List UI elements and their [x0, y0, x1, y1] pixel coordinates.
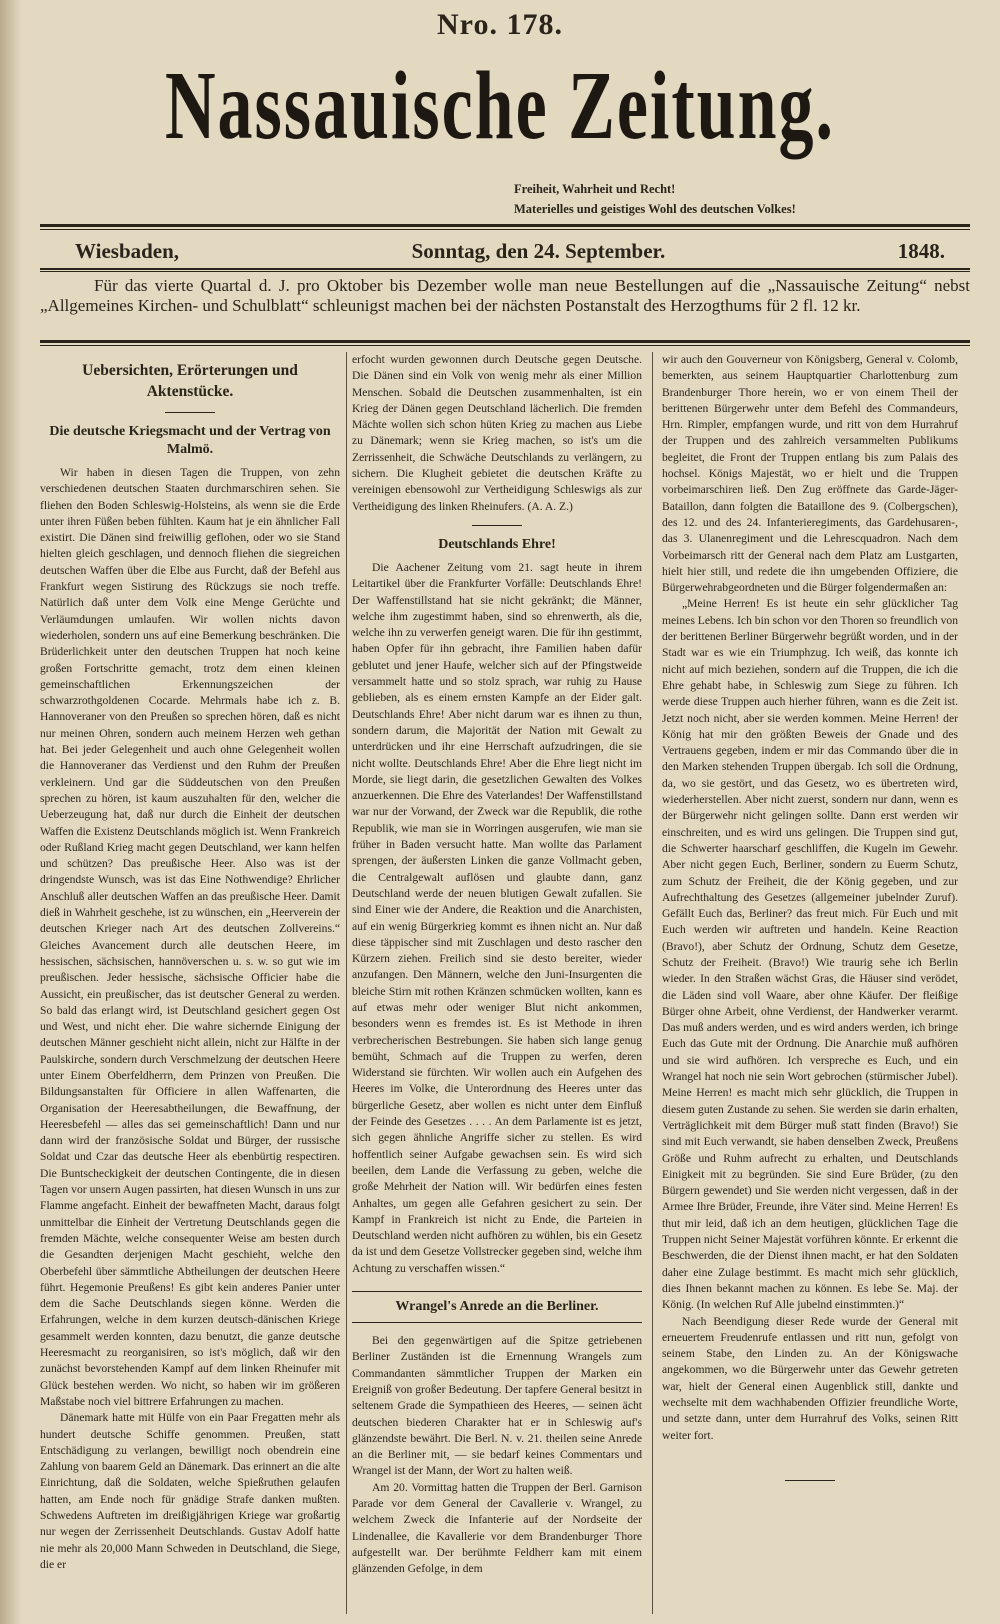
article-paragraph: „Meine Herren! Es ist heute ein sehr glücklicher Tag meines Lebens. Ich bin schon vor den Thoren so freundlich von der berittenen Berliner Bürgerwehr begrüßt worden, und in der Stadt war es wie ein Triumphzug. Ich weiß, das konnte ich nicht auf mich beziehen, sondern auf die Truppen, die ich die Ehre gehabt habe, in Schleswig zum Siege zu führen. Ich werde diese Truppen auch hierher führen, wann es die Zeit ist. Jetzt noch nicht, aber sie werden kommen. Meine Herren! der König hat mir den größten Beweis der Gnade und des Vertrauens gegeben, indem er mir das Commando über die in den Marken stehenden Truppen übergab. Ich soll die Ordnung, da, wo sie gestört, und das Gesetz, wo es übertreten wird, wiederherstellen. Aber nicht zuerst, sondern nur dann, wenn es der Bürgerwehr nicht gelingen sollte. Dann erst werden wir einschreiten, und es wird uns gelingen. Die Truppen sind gut, die Schwerter haarscharf geschliffen, die Kugeln im Gewehr. Aber nicht gegen Euch, Berliner, sondern zu Euerm Schutz, zum Schutz der Freiheit, die der König gegeben, und zur Aufrechthaltung des Gesetzes (allgemeiner jubelnder Zuruf). Gefällt Euch das, Berliner? das freut mich. Für Euch und mit Euch werden wir auftreten und handeln. Keine Reaction (Bravo!), aber Schutz der Ordnung, Schutz dem Gesetze, Schutz der Freiheit. (Bravo!) Wie traurig sehe ich Berlin wieder. In den Straßen wächst Gras, die Häuser sind verödet, die Läden sind voll Waare, aber ohne Käufer. Der fleißige Bürger ohne Arbeit, ohne Verdienst, der Handwerker verarmt. Das muß anders werden, und es wird anders werden, ich bringe Euch das Gute mit der Ordnung. Die Anarchie muß aufhören und sie wird aufhören. Ich verspreche es Euch, und ein Wrangel hat noch nie sein Wort gebrochen (stürmischer Jubel). Meine Herren! es macht mich sehr glücklich, die Truppen in diesem guten Zustande zu sehen. Sie werden sie darin erhalten, Verträglichkeit mit dem Bürger muß statt finden (Bravo!) Sie sind mit Euch verwandt, sie haben denselben Zweck, Preußens Größe und Ruhm aufrecht zu erhalten, und Deutschlands Einigkeit mit zu begründen. Sie sind Eure Brüder, (zu den Bürgern gewendet) und Sie werden nicht vergessen, daß in der Armee Ihre Brüder, Freunde, ihre Väter sind. Meine Herren! Es thut mir leid, daß ich an dem heutigen, glücklichen Tage die Truppen nicht Seiner Majestät vorführen könnte. Er erkennt die Beschwerden, die der Dienst ihnen macht, er hat den Soldaten daher eine Zulage bestimmt. Es macht mich sehr glücklich, dies Ihnen bekannt machen zu können. Es lebe Se. Maj. der König. (In welchen Ruf Alle jubelnd einstimmten.)“: [662, 597, 958, 1312]
page-edge-shadow: [0, 0, 22, 1624]
separator: [165, 412, 215, 413]
article-headline: Wrangel's Anrede an die Berliner.: [395, 1299, 599, 1315]
dateline: [75, 238, 945, 264]
article-paragraph: erfocht wurden gewonnen durch Deutsche gegen Deutsche. Die Dänen sind ein Volk von wenig mehr als einer Million Menschen. Sobald die Deutschen zusammenhalten, ist ein Krieg der Dänen gegen Deutschland lächerlich. Die fremden Mächte wollen sich schon hüten Krieg zu machen aus Liebe zu Dänemark; wenn sie Krieg machen, so ist's um die Zerrissenheit, die Schwäche Deutschlands zu verlängern, zu sichern. Die Klugheit gebietet die deutschen Kräfte zu vereinigen ebensowohl zur Vertheidigung Schleswigs als zur Vertheidigung des linken Rheinufers. (A. A. Z.): [352, 353, 642, 513]
column-divider: [346, 352, 347, 1614]
article-paragraph: Wir haben in diesen Tagen die Truppen, von zehn verschiedenen deutschen Staaten durchmarschiren sehen. Sie fliehen den Boden Schleswig-Holsteins, als wenn sie die Erde unter ihren Füßen beben fühlten. Kaum hat je ein ähnlicher Fall existirt. Die Dänen sind freiwillig geflohen, oder wo sie Stand hielten gleich geschlagen, und dennoch fliehen die siegreichen deutschen Waffen über die Elbe aus Furcht, daß der Befehl aus Frankfurt wegen Sistirung des Rückzugs sie noch treffe. Natürlich daß unter dem Volk eine Menge Gerüchte und Verläumdungen umlaufen. Wir wollen nichts davon wiederholen, sondern uns auf eine Bemerkung beschränken. Die Brüderlichkeit unter den deutschen Truppen hat noch keine großen Fortschritte gemacht, trotz dem einen kleinen gemeinschaftlichen Erkennungszeichen der schwarzrothgoldenen Cocarde. Mehrmals habe ich z. B. Hannoveraner von den Preußen so sprechen hören, daß es nicht nur meinen Ohren, sondern auch meinem Herzen weh gethan hat. Bei jeder Gelegenheit und auch ohne Gelegenheit wollen die Hannoveraner das Verdienst und den Ruhm der Preußen verkleinern. Und gar die Süddeutschen von den Preußen sprechen zu hören, ist kaum auszuhalten für den, welcher die Ueberzeugung hat, daß nur durch die Einheit der deutschen Waffen die Existenz Deutschlands möglich ist. Wenn Frankreich oder Rußland Krieg macht gegen Deutschland, wer kann helfen und schützen? Das preußische Heer. Also was ist der dringendste Wunsch, was ist das Eine Nothwendige? Ehrlicher Anschluß aller deutschen Waffen an das preußische Heer. Damit dieß in Wahrheit geschehe, ist zu wünschen, ein „Heerverein der deutschen Krieger nach Art des deutschen Zollvereins.“ Gleiches Avancement durch alle deutschen Heere, im hessischen, sächsischen, hannöverschen u. s. w. so gut wie im preußischen. Jeder hessische, sächsische Officier habe die Aussicht, ein preußischer, das ist deutscher General zu werden. So bald das erlangt wird, ist Deutschland gesichert gegen Ost und West, und nicht eher. Die wahre sichernde Einigung der deutschen Männer geschieht nicht allein, nicht zur Hälfte in der Paulskirche, sondern durch Verschmelzung der deutschen Heere unter Einem Oberfeldherrn, dem Prinzen von Preußen. Die Bildungsanstalten für Officiere in allen Waffenarten, die Organisation der Heeresabtheilungen, die Bewaffnung, der Heeresbefehl — alles das sei gemeinschaftlich! Dann und nur dann wird der französische Soldat und Bürger, der russische Soldat und Czar das deutsche Heer als ebenbürtig respectiren. Die Buntscheckigkeit der deutschen Contingente, die in diesen Tagen vor unsern Augen passirten, hat diesen Wunsch in uns zur Flamme angefacht. Einheit der bewaffneten Macht, daraus folgt unmittelbar die Einheit der Vertretung Deutschlands gegen die fremden Mächte, welche consequenter Weise am besten durch die Gesandten derjenigen Macht geschieht, welche den Oberbefehl über sämmtliche Abtheilungen der deutschen Heere führt. Hegemonie Preußens! Es gibt kein anderes Panier unter dem die Sache Deutschlands siegen könne. Werden die Erfahrungen, welche in dem kurzen deutsch-dänischen Kriege gesammelt werden konnten, dazu benutzt, die ganze deutsche Heeresmacht zu reorganisiren, so ist's möglich, daß wir den zunächst bevorstehenden Kampf auf dem linken Rheinufer mit Glück bestehen werden. Wo nicht, so haben wir im größeren Maßstabe noch viel bittrere Erfahrungen zu machen.: [40, 466, 340, 1408]
separator: [472, 525, 522, 526]
column-divider: [652, 352, 653, 1614]
dateline-date: Sonntag, den 24. September.: [411, 239, 666, 263]
issue-number: Nro. 178.: [437, 8, 563, 41]
dateline-place: Wiesbaden,: [75, 239, 180, 263]
column-2: [352, 352, 642, 1614]
motto-line-1: Freiheit, Wahrheit und Recht!: [514, 182, 676, 196]
column-1: [40, 352, 340, 1614]
dateline-year: 1848.: [897, 239, 945, 263]
separator: [785, 1480, 835, 1481]
article-paragraph: Nach Beendigung dieser Rede wurde der General mit erneuertem Freudenrufe entlassen und ritt nun, gefolgt von seinem Stabe, den Linden zu. An der Königswache angekommen, wo die Bürgerwehr unter das Gewehr getreten war, hielt der General einen Augenblick still, dankte und wechselte mit dem wachhabenden Offizier freundliche Worte, und setzte dann, unter dem Hurrahruf des Volks, seinen Ritt weiter fort.: [662, 1314, 958, 1442]
section-heading: Uebersichten, Erörterungen und Aktenstücke.: [82, 362, 298, 400]
motto-line-2: Materielles und geistiges Wohl des deutschen Volkes!: [514, 202, 796, 216]
article-paragraph: Bei den gegenwärtigen auf die Spitze getriebenen Berliner Zuständen ist die Ernennung Wrangels zum Commandanten sämmtlicher Truppen der Marken ein Ereigniß von großer Bedeutung. Der tapfere General besitzt in seltenem Grade die Sympathieen des Heeres, — seinen ächt deutschen biederen Charakter hat er in Schleswig auf's glänzendste bewährt. Die Berl. N. v. 21. theilen seine Anrede an die Berliner mit, — sie bedarf keines Commentars und Wrangel ist der Mann, der Wort zu halten weiß.: [352, 1334, 642, 1478]
article-paragraph: Dänemark hatte mit Hülfe von ein Paar Fregatten mehr als hundert deutsche Schiffe genommen. Preußen, statt Entschädigung zu verlangen, bewilligt noch obendrein eine Zahlung von baarem Geld an Dänemark. Das erinnert an die alte Einrichtung, daß die Soldaten, welche Spießruthen gelaufen hatten, am Ende noch für gnädige Strafe danken mußten. Schwedens Auftreten im dreißigjährigen Kriege war großartig nur wegen der Zerrissenheit Deutschlands. Gustav Adolf hatte nie mehr als 20,000 Mann Schweden in Deutschland, die Siege, die er: [40, 1411, 340, 1571]
article-paragraph: wir auch den Gouverneur von Königsberg, General v. Colomb, bemerkten, aus seinem Hauptquartier Charlottenburg zum Brandenburger Thore herein, wo er von einem Theil der berittenen Bürgerwehr unter dem Befehl des Commandeurs, Hrn. Rimpler, empfangen wurde, und ritt von dem Hurrahruf der Truppen und des zahlreich versammelten Publikums begleitet, die Front der Truppen entlang bis zum Palais des hochsel. Königs Majestät, wo er hielt und die Truppen vorbeimarschiren ließ. Den Zug eröffnete das Garde-Jäger-Bataillon, dann folgten die Bataillone des 9. (Colbergschen), des 12. und des 24. Infanterieregiments, das Gardehusaren-, das 3. Ulanenregiment und die Lehrescquadron. Nach dem Vorbeimarsch ritt der General nach dem Platz am Lustgarten, hielt hier still, und redete die ihn umgebenden Offiziere, die Bürgerwehrabgeordneten und die Bürger folgendermaßen an:: [662, 353, 958, 595]
dateline-rule: [40, 268, 970, 272]
notice-rule: [40, 340, 970, 346]
subscription-notice: Für das vierte Quartal d. J. pro Oktober bis Dezember wolle man neue Bestellungen auf die „Nassauische Zeitung“ nebst „Allgemeines Kirchen- und Schulblatt“ schleunigst machen bei der nächsten Postanstalt des Herzogthums für 2 fl. 12 kr.: [40, 276, 970, 315]
newspaper-title: Nassauische Zeitung.: [164, 52, 836, 161]
column-3: [662, 352, 958, 1614]
article-paragraph: Die Aachener Zeitung vom 21. sagt heute in ihrem Leitartikel über die Frankfurter Vorfälle: Deutschlands Ehre! Der Waffenstillstand hat sie nicht gekränkt; die Männer, welche ihm zugestimmt haben, sind so ehrenwerth, als die, welche ihn zu verwerfen geneigt waren. Die für ihn gestimmt, haben Opfer für ihn gebracht, ihre Familien haben dafür geblutet und jener Haufe, welcher sich auf der Pfingstweide versammelt hatte und so stolz sprach, war ruhig zu Hause geblieben, als es einem ernsten Kampfe an der Eider galt. Deutschlands Ehre! Aber nicht darum war es ihnen zu thun, sondern darum, die Majorität der Nation mit Gewalt zu unterdrücken und ihr eine Herrschaft aufzudringen, die sie nicht wollte. Deutschlands Ehre! Aber die Ehre liegt nicht im Morde, sie liegt darin, die gesetzlichen Gewalten des Volkes anzuerkennen. Die Ehre des Vaterlandes! Der Waffenstillstand war nur der Vorwand, der Zweck war die Republik, die rothe Republik, wie man sie in Worringen ausgerufen, wie man sie früher in Baden versucht hatte. Man wollte das Parlament sprengen, der äußersten Linken die ganze Vollmacht geben, die Centralgewalt auflösen und glaubte dann, ganz Deutschland werde der neuen blutigen Gewalt zufallen. Sie sind Einer wie der Andere, die Reaktion und die Anarchisten, auf ein wenig Bürgerkrieg kommt es ihnen nicht an. Nur daß diese täppischer sind mit Zuschlagen und desto rascher den Kürzern ziehen. Freilich sind sie desto bereiter, wieder anzufangen. Den Männern, welche den Juni-Insurgenten die bleiche Stirn mit rothen Kränzen schmücken wollten, kann es auf etwas mehr oder weniger Blut nicht ankommen, besonders wenn es fremdes ist. Es ist Methode in ihren verbrecherischen Bestrebungen. Sie haben sich lange genug bemüht, Schmach auf die Truppen zu werfen, deren Widerstand sie fürchten. Wir wollen auch ein Aufgehen des Heeres im Volke, die Unterordnung des Heeres unter das bürgerliche Gesetz, aber wollen es nicht unter dem Einfluß der Feinde des Gesetzes . . . . An dem Parlamente ist es jetzt, sich gegen ähnliche Angriffe sicher zu stellen. Es wird hoffentlich seiner Aufgabe gewachsen sein. Es wird sich beeilen, dem Lande die Verfassung zu geben, welche die große Mehrheit der Nation will. Wir bedürfen eines festen Anhaltes, um gegen alle Gefahren gesichert zu sein. Der Kampf in Frankreich ist nicht zu Ende, die Parteien in Deutschland werden nicht aufhören zu wühlen, bis ein Gesetz da ist und dem Gesetze Vollstrecker gegeben sind, welche ihm Achtung zu verschaffen wissen.“: [352, 560, 642, 1275]
masthead-rule: [40, 224, 970, 230]
article-headline: Die deutsche Kriegsmacht und der Vertrag von Malmö.: [49, 424, 331, 457]
article-paragraph: Am 20. Vormittag hatten die Truppen der Berl. Garnison Parade vor dem General der Cavallerie v. Wrangel, zu welchem Zweck die Infanterie auf der Nordseite der Lindenallee, die Kavallerie vor dem Brandenburger Thore aufgestellt war. Der berühmte Feldherr kam mit einem glänzenden Gefolge, in dem: [352, 1480, 642, 1576]
article-headline: Deutschlands Ehre!: [438, 536, 556, 552]
